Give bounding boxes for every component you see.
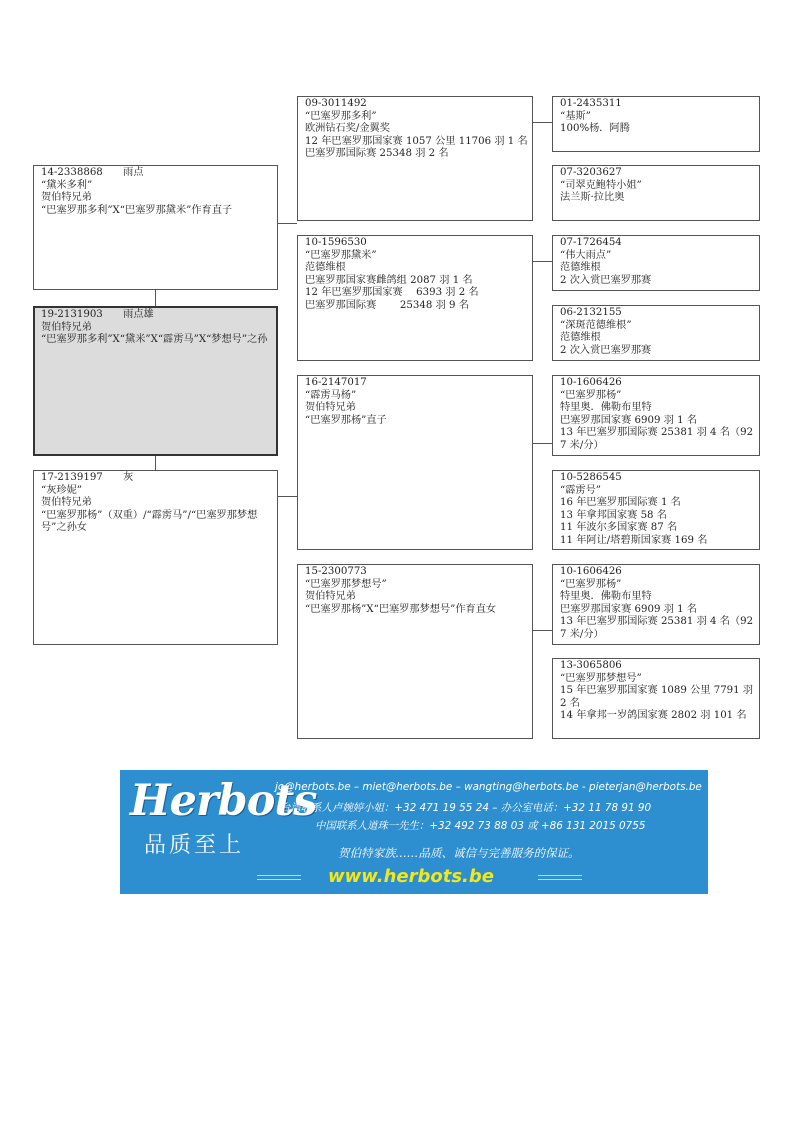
great-grandparent-line: 13 年巴塞罗那国际赛 25381 羽 4 名（927 米/分） xyxy=(560,616,754,640)
brand-logo: Herbots xyxy=(130,776,317,826)
grandparent-line: 贺伯特兄弟 xyxy=(305,402,356,414)
divider-right xyxy=(538,875,582,880)
divider-left xyxy=(257,875,301,880)
contact-taiwan: 台湾联系人卢婉婷小姐：+32 471 19 55 24 – 办公室电话：+32 11 78 91 90 xyxy=(280,802,652,814)
grandparent-line: 12 年巴塞罗那国家赛 1057 公里 11706 羽 1 名 xyxy=(305,135,528,147)
grandparent-line: “巴塞罗那多利” xyxy=(305,110,377,122)
great-grandparent-card-2 xyxy=(552,165,760,221)
grandparent-ring: 15-2300773 xyxy=(305,566,367,577)
connector xyxy=(533,443,552,444)
great-grandparent-line: 巴塞罗那国家赛 6909 羽 1 名 xyxy=(560,414,698,426)
great-grandparent-line: 15 年巴塞罗那国家赛 1089 公里 7791 羽 2 名 xyxy=(560,685,757,709)
grandparent-ring: 16-2147017 xyxy=(305,377,367,388)
grandparent-card-1 xyxy=(297,96,533,221)
grandparent-line: 巴塞罗那国际赛 25348 羽 2 名 xyxy=(305,148,449,160)
great-grandparent-ring: 01-2435311 xyxy=(560,98,622,109)
connector xyxy=(278,223,297,224)
great-grandparent-line: 特里奥．佛勒布里特 xyxy=(560,402,652,414)
great-grandparent-line: “巴塞罗那杨” xyxy=(560,578,622,590)
great-grandparent-line: “深斑范德维根” xyxy=(560,319,632,331)
dam-ring: 17-2139197 灰 xyxy=(41,472,134,483)
great-grandparent-line: 2 次入赏巴塞罗那赛 xyxy=(560,344,652,356)
great-grandparent-card-7 xyxy=(552,564,760,645)
brand-slogan: 品质至上 xyxy=(144,833,245,858)
great-grandparent-line: 范德维根 xyxy=(560,262,601,274)
great-grandparent-ring: 07-3203627 xyxy=(560,167,622,178)
great-grandparent-ring: 13-3065806 xyxy=(560,660,622,671)
connector xyxy=(278,496,297,497)
subject-line: “巴塞罗那多利”X“黛米”X“霹雳马”X“梦想号”之孙 xyxy=(41,334,268,346)
dam-line: “巴塞罗那杨”（双重）/“霹雳马”/“巴塞罗那梦想号”之孙女 xyxy=(41,509,258,534)
connector xyxy=(533,630,552,631)
great-grandparent-line: 100%杨．阿腾 xyxy=(560,123,630,135)
great-grandparent-line: 2 次入赏巴塞罗那赛 xyxy=(560,274,652,286)
sire-line: “黛米多利” xyxy=(41,179,93,191)
grandparent-line: 贺伯特兄弟 xyxy=(305,591,356,603)
sire-line: 贺伯特兄弟 xyxy=(41,192,92,204)
grandparent-card-4 xyxy=(297,564,533,739)
great-grandparent-line: “巴塞罗那梦想号” xyxy=(560,672,642,684)
connector xyxy=(533,261,552,262)
great-grandparent-card-6 xyxy=(552,470,760,550)
grandparent-line: “霹雳马杨” xyxy=(305,389,357,401)
great-grandparent-line: 13 年巴塞罗那国际赛 25381 羽 4 名（927 米/分） xyxy=(560,427,754,451)
dam-card xyxy=(33,470,278,645)
website-link[interactable]: www.herbots.be xyxy=(328,866,494,887)
great-grandparent-line: 11 年阿让/塔碧斯国家赛 169 名 xyxy=(560,534,708,546)
grandparent-line: 巴塞罗那国家赛雌鸽组 2087 羽 1 名 xyxy=(305,274,473,286)
grandparent-line: “巴塞罗那梦想号” xyxy=(305,578,387,590)
contact-china: 中国联系人道珠一先生：+32 492 73 88 03 或 +86 131 2015 0755 xyxy=(315,820,646,832)
brand-motto: 贺伯特家族……品质、诚信与完善服务的保证。 xyxy=(338,846,580,860)
grandparent-line: “巴塞罗那黛米” xyxy=(305,249,377,261)
grandparent-line: 巴塞罗那国际赛 25348 羽 9 名 xyxy=(305,299,469,311)
great-grandparent-card-8 xyxy=(552,658,760,739)
great-grandparent-card-3 xyxy=(552,235,760,291)
contact-emails: jo@herbots.be – miet@herbots.be – wangting@herbots.be - pieterjan@herbots.be xyxy=(275,781,702,793)
grandparent-line: 欧洲钻石奖/金翼奖 xyxy=(305,123,390,135)
great-grandparent-line: 范德维根 xyxy=(560,332,601,344)
dam-line: 贺伯特兄弟 xyxy=(41,497,92,509)
sire-line: “巴塞罗那多利”X“巴塞罗那黛米”作育直子 xyxy=(41,204,233,216)
great-grandparent-ring: 10-1606426 xyxy=(560,566,622,577)
great-grandparent-line: “基斯” xyxy=(560,110,591,122)
great-grandparent-line: 11 年波尔多国家赛 87 名 xyxy=(560,522,678,534)
dam-line: “灰珍妮” xyxy=(41,484,82,496)
connector xyxy=(155,290,156,306)
connector xyxy=(155,456,156,470)
great-grandparent-line: 特里奥．佛勒布里特 xyxy=(560,591,652,603)
great-grandparent-line: 16 年巴塞罗那国际赛 1 名 xyxy=(560,497,681,509)
grandparent-ring: 09-3011492 xyxy=(305,98,367,109)
great-grandparent-line: 巴塞罗那国家赛 6909 羽 1 名 xyxy=(560,603,698,615)
sire-ring: 14-2338868 雨点 xyxy=(41,167,144,178)
great-grandparent-line: “霹雳号” xyxy=(560,484,601,496)
grandparent-line: 范德维根 xyxy=(305,262,346,274)
grandparent-ring: 10-1596530 xyxy=(305,237,367,248)
great-grandparent-card-5 xyxy=(552,375,760,456)
great-grandparent-ring: 06-2132155 xyxy=(560,307,622,318)
grandparent-line: “巴塞罗那杨”X“巴塞罗那梦想号”作育直女 xyxy=(305,603,497,615)
great-grandparent-line: “巴塞罗那杨” xyxy=(560,389,622,401)
subject-line: 贺伯特兄弟 xyxy=(41,321,92,333)
great-grandparent-ring: 10-5286545 xyxy=(560,472,622,483)
great-grandparent-line: 13 年拿邦国家赛 58 名 xyxy=(560,509,667,521)
herbots-banner xyxy=(120,770,708,894)
subject-card xyxy=(33,306,278,456)
great-grandparent-line: 14 年拿邦一岁鸽国家赛 2802 羽 101 名 xyxy=(560,710,747,722)
grandparent-line: “巴塞罗那杨”直子 xyxy=(305,414,387,426)
great-grandparent-line: “伟大雨点” xyxy=(560,249,612,261)
great-grandparent-line: “司翠克鲍特小姐” xyxy=(560,179,642,191)
great-grandparent-line: 法兰斯·拉比奥 xyxy=(560,192,625,204)
great-grandparent-ring: 10-1606426 xyxy=(560,377,622,388)
grandparent-card-3 xyxy=(297,375,533,550)
sire-card xyxy=(33,165,278,290)
great-grandparent-ring: 07-1726454 xyxy=(560,237,622,248)
great-grandparent-card-4 xyxy=(552,305,760,361)
grandparent-line: 12 年巴塞罗那国家赛 6393 羽 2 名 xyxy=(305,287,479,299)
connector xyxy=(533,122,552,123)
grandparent-card-2 xyxy=(297,235,533,361)
great-grandparent-card-1 xyxy=(552,96,760,152)
subject-ring: 19-2131903 雨点雄 xyxy=(41,309,154,320)
